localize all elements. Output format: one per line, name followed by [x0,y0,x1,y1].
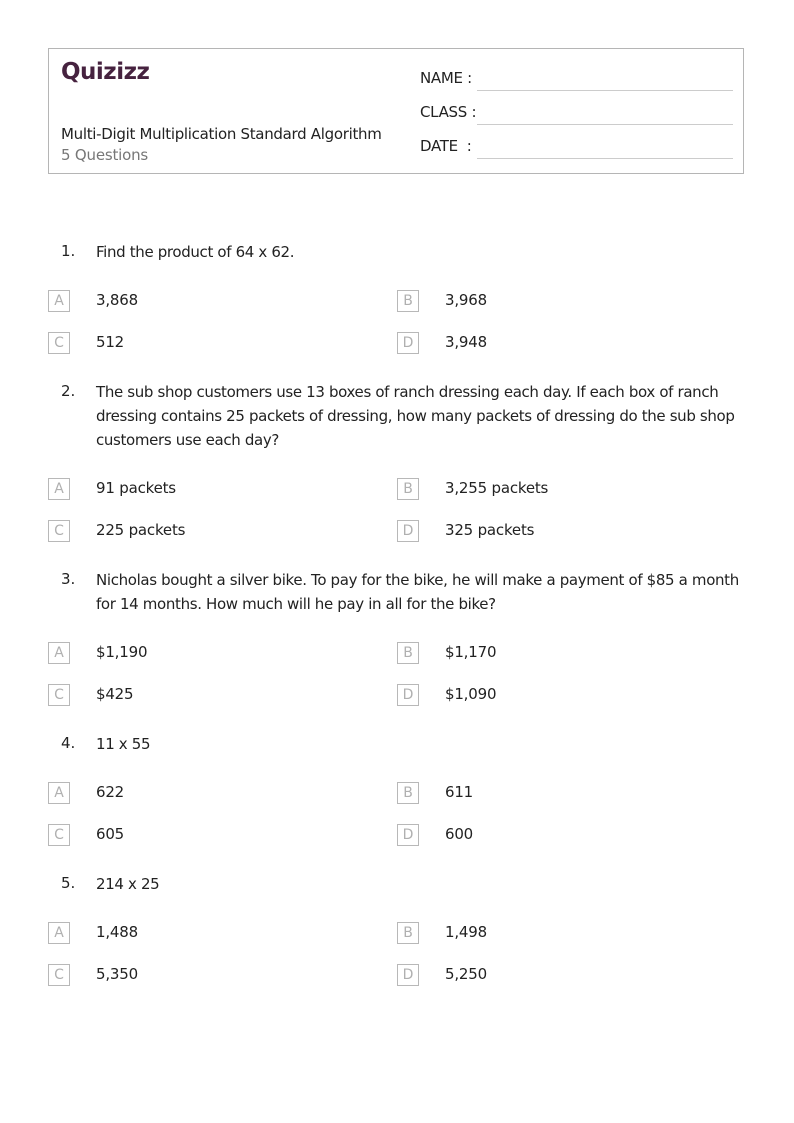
option-b-text: 1,498 [445,923,487,941]
quizizz-logo: Quizizz [61,59,150,85]
question-count: 5 Questions [61,146,149,164]
name-field[interactable] [420,69,733,93]
option-a-text: $1,190 [96,643,148,661]
option-b-box[interactable]: B [397,642,419,664]
question-text: 214 x 25 [96,875,160,893]
option-b-text: $1,170 [445,643,497,661]
class-label: CLASS : [420,103,477,121]
worksheet-title: Multi-Digit Multiplication Standard Algorithm [61,125,382,143]
option-c-box[interactable]: C [48,332,70,354]
option-b-box[interactable]: B [397,478,419,500]
question-text: Nicholas bought a silver bike. To pay for the bike, he will make a payment of $85 a month for 14 months. How much will he pay in all for the bike? [96,571,739,613]
option-d-text: $1,090 [445,685,497,703]
question-number: 4. [61,734,76,752]
option-d-box[interactable]: D [397,520,419,542]
option-b-text: 611 [445,783,474,801]
option-d-text: 3,948 [445,333,487,351]
option-a-text: 1,488 [96,923,138,941]
question-number: 1. [61,242,76,260]
option-b-box[interactable]: B [397,290,419,312]
date-field[interactable] [420,137,733,161]
option-d-box[interactable]: D [397,332,419,354]
option-a-text: 622 [96,783,125,801]
question-text: Find the product of 64 x 62. [96,243,295,261]
name-line[interactable] [477,90,733,91]
option-b-text: 3,255 packets [445,479,549,497]
option-d-text: 600 [445,825,474,843]
option-a-box[interactable]: A [48,642,70,664]
option-d-text: 325 packets [445,521,535,539]
question-number: 3. [61,570,76,588]
option-d-box[interactable]: D [397,684,419,706]
option-d-box[interactable]: D [397,964,419,986]
date-line[interactable] [477,158,733,159]
question-number: 2. [61,382,76,400]
option-c-text: $425 [96,685,134,703]
class-field[interactable] [420,103,733,127]
date-label: DATE : [420,137,472,155]
question-number: 5. [61,874,76,892]
option-a-box[interactable]: A [48,782,70,804]
option-a-box[interactable]: A [48,478,70,500]
question-text: 11 x 55 [96,735,151,753]
option-c-text: 5,350 [96,965,138,983]
option-d-text: 5,250 [445,965,487,983]
question-text: The sub shop customers use 13 boxes of ranch dressing each day. If each box of ranch dressing contains 25 packets of dressing, how many packets of dressing do the sub shop customers use each day? [96,383,735,449]
option-b-text: 3,968 [445,291,487,309]
option-a-box[interactable]: A [48,922,70,944]
option-c-text: 512 [96,333,125,351]
option-b-box[interactable]: B [397,922,419,944]
option-a-box[interactable]: A [48,290,70,312]
option-c-box[interactable]: C [48,964,70,986]
option-c-text: 605 [96,825,125,843]
option-c-box[interactable]: C [48,824,70,846]
option-a-text: 3,868 [96,291,138,309]
option-c-box[interactable]: C [48,520,70,542]
option-a-text: 91 packets [96,479,176,497]
name-label: NAME : [420,69,472,87]
option-c-text: 225 packets [96,521,186,539]
worksheet-header [48,48,744,174]
option-d-box[interactable]: D [397,824,419,846]
option-b-box[interactable]: B [397,782,419,804]
class-line[interactable] [477,124,733,125]
option-c-box[interactable]: C [48,684,70,706]
